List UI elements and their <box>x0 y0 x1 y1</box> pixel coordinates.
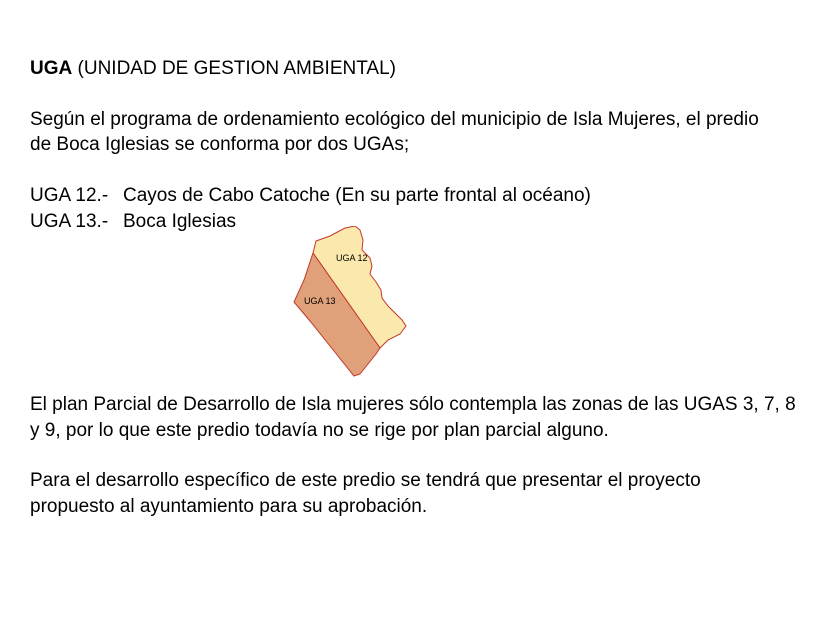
heading-full: (UNIDAD DE GESTION AMBIENTAL) <box>77 58 396 79</box>
uga-12-name: Cayos de Cabo Catoche (En su parte frontal al océano) <box>123 185 591 206</box>
uga-12-code: UGA 12.- <box>30 185 109 206</box>
desarrollo-line-1: Para el desarrollo específico de este predio se tendrá que presentar el proyecto <box>30 470 701 491</box>
uga-13-name: Boca Iglesias <box>123 211 237 232</box>
plan-parcial-line-1: El plan Parcial de Desarrollo de Isla mujeres sólo contempla las zonas de las UGAS 3, 7, 8 <box>30 394 796 415</box>
desarrollo-line-2: propuesto al ayuntamiento para su aprobación. <box>30 496 428 517</box>
plan-parcial-line-2: y 9, por lo que este predio todavía no se rige por plan parcial alguno. <box>30 420 609 441</box>
uga-13-code: UGA 13.- <box>30 211 109 232</box>
heading-abbr: UGA <box>30 58 73 79</box>
uga-12-label: UGA 12 <box>336 253 368 263</box>
uga-13-label: UGA 13 <box>304 296 336 306</box>
intro-line-2: de Boca Iglesias se conforma por dos UGAs; <box>30 134 410 155</box>
heading <box>30 56 396 82</box>
uga-map <box>290 226 420 382</box>
uga-13-row <box>30 209 236 235</box>
uga-12-row <box>30 183 591 209</box>
intro-line-1: Según el programa de ordenamiento ecológico del municipio de Isla Mujeres, el predio <box>30 109 759 130</box>
